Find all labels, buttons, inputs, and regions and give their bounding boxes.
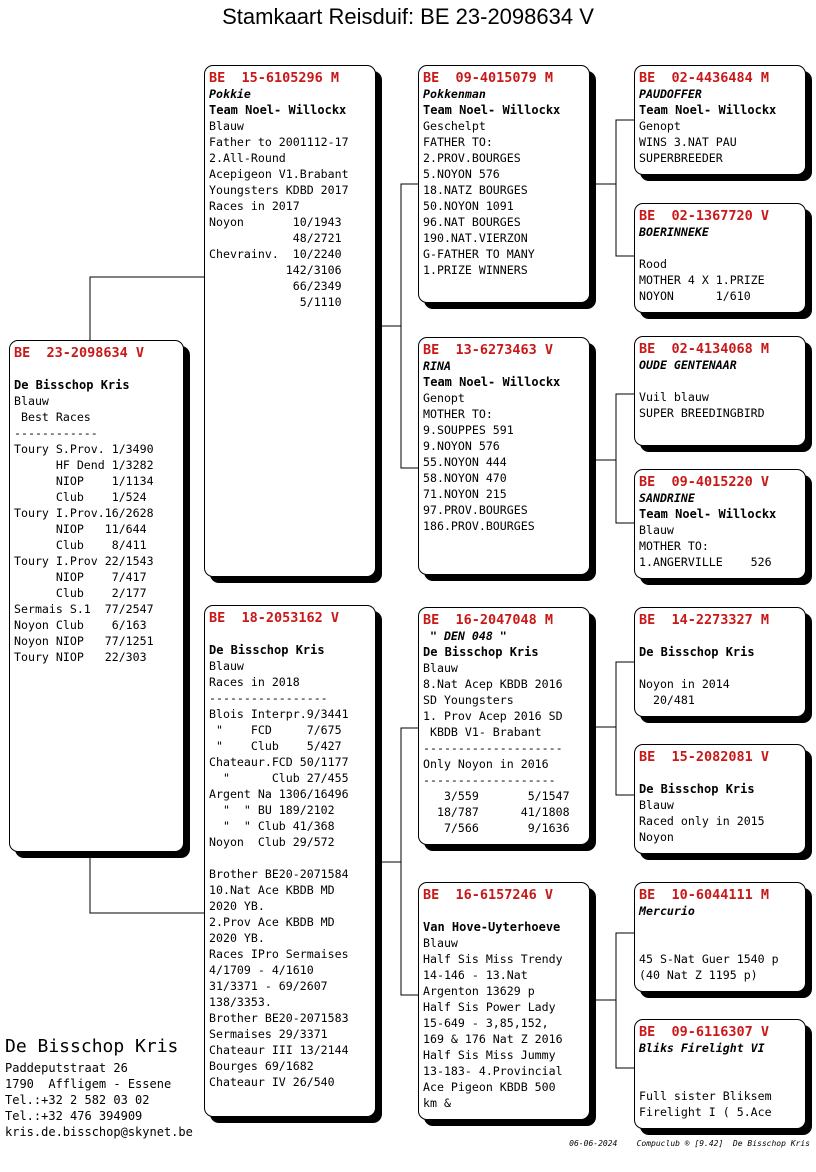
card-text-line: MOTHER TO:: [423, 407, 493, 421]
card-mf-father[interactable]: [634, 607, 806, 717]
card-text-line: 20/481: [639, 693, 695, 707]
card-text-line: " " Club 41/368: [209, 819, 335, 833]
card-text-line: [639, 919, 805, 935]
connector-mf-mfm: [616, 727, 634, 795]
card-text-line: " " BU 189/2102: [209, 803, 335, 817]
connector-ff-ffm: [616, 184, 634, 256]
card-text-line: 48/2721: [209, 231, 342, 245]
card-text-line: 10.Nat Ace KBDB MD: [209, 883, 335, 897]
connector-mm-mmm: [616, 1000, 634, 1068]
card-text-line: 71.NOYON 215: [423, 487, 507, 501]
card-text-line: Only Noyon in 2016: [423, 757, 549, 771]
card-text-line: [423, 903, 589, 919]
footer-phone: Tel.:+32 476 394909: [5, 1109, 143, 1123]
ring-number: BE 15-6105296 M: [209, 70, 340, 86]
card-text-line: Half Sis Miss Trendy: [423, 952, 563, 966]
card-text-line: Blois Interpr.9/3441: [209, 707, 349, 721]
card-text-line: Toury NIOP 22/303: [14, 650, 147, 664]
footer-owner-name: De Bisschop Kris: [5, 1036, 179, 1057]
footer-print-meta: 06-06-2024 Compuclub ® [9.42] De Bisschop Kris: [569, 1139, 810, 1148]
card-text-line: 66/2349: [209, 279, 342, 293]
card-subject-pigeon[interactable]: [9, 340, 184, 852]
card-mother[interactable]: [204, 605, 376, 1117]
card-text-line: Brother BE20-2071584: [209, 867, 349, 881]
card-text-line: [639, 628, 805, 644]
footer-address: [5, 1060, 193, 1140]
pigeon-name: Pokkie: [209, 87, 251, 101]
card-text-line: Blauw: [639, 798, 674, 812]
card-ff-father[interactable]: [634, 65, 806, 175]
card-text-line: 169 & 176 Nat Z 2016: [423, 1032, 563, 1046]
owner-name: De Bisschop Kris: [14, 378, 130, 392]
card-text-line: Half Sis Power Lady: [423, 1000, 556, 1014]
card-text-line: MOTHER TO:: [639, 539, 709, 553]
pigeon-name: Pokkenman: [423, 87, 486, 101]
connector-ff-fff: [590, 120, 634, 184]
card-text-line: Club 1/524: [14, 490, 147, 504]
card-text-line: NIOP 7/417: [14, 570, 147, 584]
card-text-line: [639, 1072, 805, 1088]
card-text-line: Toury S.Prov. 1/3490: [14, 442, 154, 456]
connector-mm-mmf: [590, 933, 634, 1000]
card-text-line: km &: [423, 1096, 451, 1110]
card-text-line: Blauw: [209, 119, 244, 133]
card-text-line: Geschelpt: [423, 119, 486, 133]
card-text-line: Argent Na 1306/16496: [209, 787, 349, 801]
card-text-line: Noyon in 2014: [639, 677, 730, 691]
connector-father-fm: [401, 326, 418, 468]
card-text-line: -----------------: [209, 691, 328, 705]
card-text-line: 18.NATZ BOURGES: [423, 183, 528, 197]
pigeon-name: PAUDOFFER: [639, 87, 702, 101]
card-text-line: 2.Prov Ace KBDB MD: [209, 915, 335, 929]
card-mf-mother[interactable]: [634, 744, 806, 854]
ring-number: BE 23-2098634 V: [14, 345, 145, 361]
card-text-line: Chateaur IV 26/540: [209, 1075, 335, 1089]
ring-number: BE 13-6273463 V: [423, 342, 554, 358]
ring-number: BE 02-4134068 M: [639, 341, 770, 357]
card-text-line: Best Races: [14, 410, 91, 424]
connector-mother-mf: [376, 728, 418, 862]
card-text-line: Blauw: [14, 394, 49, 408]
card-mother-father[interactable]: [418, 607, 590, 845]
connector-father-parents: [376, 184, 418, 326]
card-text-line: Races in 2018: [209, 675, 300, 689]
card-text-line: " Club 5/427: [209, 739, 342, 753]
card-text-line: Argenton 13629 p: [423, 984, 535, 998]
card-text-line: WINS 3.NAT PAU: [639, 135, 737, 149]
footer-address-line: Paddeputstraat 26: [5, 1061, 128, 1075]
card-text-line: HF Dend 1/3282: [14, 458, 154, 472]
pigeon-name: Bliks Firelight VI: [639, 1041, 765, 1055]
card-text-line: 1.ANGERVILLE 526: [639, 555, 772, 569]
card-text-line: [639, 660, 805, 676]
card-text-line: 2020 YB.: [209, 899, 265, 913]
card-text-line: KBDB V1- Brabant: [423, 725, 542, 739]
card-text-line: G-FATHER TO MANY: [423, 247, 535, 261]
card-text-line: Vuil blauw: [639, 390, 709, 404]
owner-name: Van Hove-Uyterhoeve: [423, 920, 561, 934]
owner-name: Team Noel- Willockx: [209, 103, 347, 117]
card-text-line: Blauw: [209, 659, 244, 673]
card-text-line: -------------------: [423, 773, 556, 787]
card-text-line: 7/566 9/1636: [423, 821, 570, 835]
card-text-line: 142/3106: [209, 263, 342, 277]
card-text-line: [639, 373, 805, 389]
card-text-line: MOTHER 4 X 1.PRIZE: [639, 273, 765, 287]
pigeon-name: RINA: [423, 359, 451, 373]
owner-name: Team Noel- Willockx: [423, 375, 561, 389]
connector-mf-mff: [590, 662, 634, 727]
card-fm-father[interactable]: [634, 336, 806, 446]
card-text-line: " FCD 7/675: [209, 723, 342, 737]
owner-name: De Bisschop Kris: [639, 645, 755, 659]
card-text-line: 14-146 - 13.Nat: [423, 968, 528, 982]
card-text-line: [639, 765, 805, 781]
connector-subject-mother: [90, 852, 204, 913]
owner-name: Team Noel- Willockx: [639, 507, 777, 521]
card-mm-father[interactable]: [634, 882, 806, 992]
card-text-line: ------------: [14, 426, 98, 440]
card-text-line: 58.NOYON 470: [423, 471, 507, 485]
card-text-line: [209, 850, 375, 866]
card-text-line: [14, 361, 183, 377]
connector-fm-fmf: [590, 394, 634, 460]
card-text-line: NIOP 1/1134: [14, 474, 154, 488]
card-text-line: (40 Nat Z 1195 p): [639, 968, 758, 982]
card-text-line: Chateaur III 13/2144: [209, 1043, 349, 1057]
card-text-line: Noyon: [639, 830, 674, 844]
card-text-line: 55.NOYON 444: [423, 455, 507, 469]
card-text-line: Acepigeon V1.Brabant: [209, 167, 349, 181]
pigeon-name: OUDE GENTENAAR: [639, 358, 737, 372]
ring-number: BE 02-4436484 M: [639, 70, 770, 86]
card-text-line: 4/1709 - 4/1610: [209, 963, 314, 977]
card-text-line: [639, 240, 805, 256]
card-text-line: " Club 27/455: [209, 771, 349, 785]
footer-email: kris.de.bisschop@skynet.be: [5, 1125, 193, 1139]
card-text-line: [209, 626, 375, 642]
card-text-line: 96.NAT BOURGES: [423, 215, 521, 229]
card-text-line: Noyon Club 29/572: [209, 835, 335, 849]
card-text-line: 5.NOYON 576: [423, 167, 500, 181]
card-text-line: Blauw: [423, 661, 458, 675]
pigeon-name: BOERINNEKE: [639, 225, 709, 239]
card-text-line: Races in 2017: [209, 199, 300, 213]
card-text-line: FATHER TO:: [423, 135, 493, 149]
card-text-line: 2.PROV.BOURGES: [423, 151, 521, 165]
ring-number: BE 18-2053162 V: [209, 610, 340, 626]
card-ff-mother[interactable]: [634, 203, 806, 313]
card-text-line: 15-649 - 3,85,152,: [423, 1016, 549, 1030]
connector-father-ff: [401, 184, 418, 326]
card-text-line: Chateaur.FCD 50/1177: [209, 755, 349, 769]
card-text-line: [639, 1056, 805, 1072]
card-text-line: 50.NOYON 1091: [423, 199, 514, 213]
card-text-line: --------------------: [423, 741, 563, 755]
card-text-line: Club 8/411: [14, 538, 147, 552]
card-text-line: Chevrainv. 10/2240: [209, 247, 342, 261]
owner-name: Team Noel- Willockx: [639, 103, 777, 117]
card-text-line: 13-183- 4.Provincial: [423, 1064, 563, 1078]
ring-number: BE 14-2273327 M: [639, 612, 770, 628]
card-mm-mother[interactable]: [634, 1019, 806, 1129]
card-text-line: 186.PROV.BOURGES: [423, 519, 535, 533]
card-text-line: Rood: [639, 257, 667, 271]
pigeon-name: SANDRINE: [639, 491, 695, 505]
footer-address-line: 1790 Affligem - Essene: [5, 1077, 172, 1091]
owner-name: De Bisschop Kris: [639, 782, 755, 796]
card-father-father[interactable]: [418, 65, 590, 303]
card-text-line: Sermaises 29/3371: [209, 1027, 328, 1041]
card-text-line: Genopt: [639, 119, 681, 133]
owner-name: Team Noel- Willockx: [423, 103, 561, 117]
card-text-line: 1. Prov Acep 2016 SD: [423, 709, 563, 723]
card-text-line: Firelight I ( 5.Ace: [639, 1105, 772, 1119]
card-text-line: 1.PRIZE WINNERS: [423, 263, 528, 277]
card-mother-mother[interactable]: [418, 882, 590, 1120]
card-text-line: SUPER BREEDINGBIRD: [639, 406, 765, 420]
card-father[interactable]: [204, 65, 376, 577]
card-text-line: SD Youngsters: [423, 693, 514, 707]
card-text-line: Full sister Bliksem: [639, 1089, 772, 1103]
card-text-line: Ace Pigeon KBDB 500: [423, 1080, 556, 1094]
card-text-line: Blauw: [639, 523, 674, 537]
owner-name: De Bisschop Kris: [209, 643, 325, 657]
card-text-line: Bourges 69/1682: [209, 1059, 314, 1073]
page-title: Stamkaart Reisduif: BE 23-2098634 V: [222, 4, 594, 29]
pigeon-name: Mercurio: [639, 904, 695, 918]
card-text-line: 9.SOUPPES 591: [423, 423, 514, 437]
card-text-line: 5/1110: [209, 295, 342, 309]
card-text-line: 2.All-Round: [209, 151, 286, 165]
card-text-line: 8.Nat Acep KBDB 2016: [423, 677, 563, 691]
ring-number: BE 10-6044111 M: [639, 887, 770, 903]
ring-number: BE 16-6157246 V: [423, 887, 554, 903]
card-text-line: Noyon Club 6/163: [14, 618, 147, 632]
card-text-line: 97.PROV.BOURGES: [423, 503, 528, 517]
ring-number: BE 09-4015079 M: [423, 70, 554, 86]
card-text-line: 190.NAT.VIERZON: [423, 231, 528, 245]
connector-mother-mm: [401, 862, 418, 995]
card-text-line: 2020 YB.: [209, 931, 265, 945]
card-text-line: 138/3353.: [209, 995, 272, 1009]
card-text-line: Brother BE20-2071583: [209, 1011, 349, 1025]
ring-number: BE 09-4015220 V: [639, 474, 770, 490]
card-text-line: Blauw: [423, 936, 458, 950]
card-fm-mother[interactable]: [634, 469, 806, 579]
connector-fm-fmm: [616, 460, 634, 523]
card-text-line: SUPERBREEDER: [639, 151, 723, 165]
card-text-line: Toury I.Prov.16/2628: [14, 506, 154, 520]
ring-number: BE 02-1367720 V: [639, 208, 770, 224]
card-text-line: Club 2/177: [14, 586, 147, 600]
card-text-line: Races IPro Sermaises: [209, 947, 349, 961]
card-text-line: Father to 2001112-17: [209, 135, 349, 149]
card-text-line: Youngsters KDBD 2017: [209, 183, 349, 197]
card-text-line: 18/787 41/1808: [423, 805, 570, 819]
pigeon-name: " DEN 048 ": [423, 629, 507, 643]
ring-number: BE 15-2082081 V: [639, 749, 770, 765]
card-text-line: Noyon 10/1943: [209, 215, 342, 229]
card-father-mother[interactable]: [418, 337, 590, 575]
card-text-line: NIOP 11/644: [14, 522, 147, 536]
connector-subject-father: [90, 277, 204, 340]
card-text-line: 31/3371 - 69/2607: [209, 979, 328, 993]
card-text-line: Genopt: [423, 391, 465, 405]
card-text-line: NOYON 1/610: [639, 289, 751, 303]
footer-phone: Tel.:+32 2 582 03 02: [5, 1093, 150, 1107]
ring-number: BE 09-6116307 V: [639, 1024, 770, 1040]
card-text-line: 45 S-Nat Guer 1540 p: [639, 952, 779, 966]
card-text-line: Raced only in 2015: [639, 814, 765, 828]
card-text-line: 3/559 5/1547: [423, 789, 570, 803]
card-text-line: Noyon NIOP 77/1251: [14, 634, 154, 648]
card-text-line: Sermais S.1 77/2547: [14, 602, 154, 616]
card-text-line: Toury I.Prov 22/1543: [14, 554, 154, 568]
card-text-line: [639, 935, 805, 951]
ring-number: BE 16-2047048 M: [423, 612, 554, 628]
card-text-line: 9.NOYON 576: [423, 439, 500, 453]
card-text-line: Half Sis Miss Jummy: [423, 1048, 556, 1062]
owner-name: De Bisschop Kris: [423, 645, 539, 659]
